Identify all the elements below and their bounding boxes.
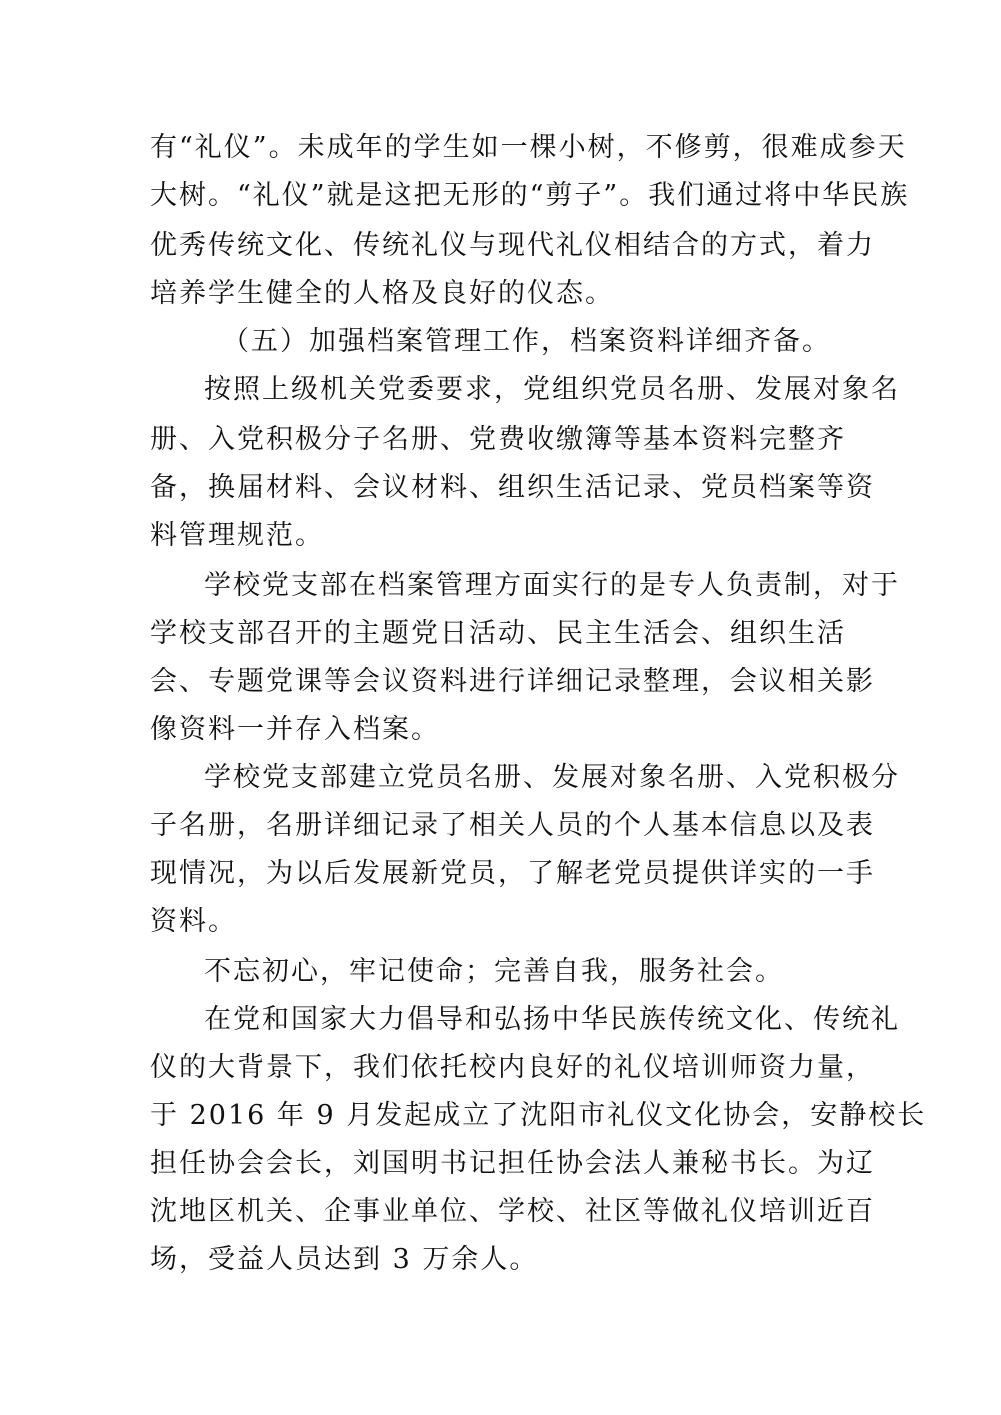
text-line: 按照上级机关党委要求，党组织党员名册、发展对象名 xyxy=(204,374,900,405)
text-line: 学校党支部建立党员名册、发展对象名册、入党积极分 xyxy=(204,762,900,793)
text-line: 仪的大背景下，我们依托校内良好的礼仪培训师资力量， xyxy=(150,1052,875,1083)
text-line: 备，换届材料、会议材料、组织生活记录、党员档案等资 xyxy=(150,472,875,503)
text-line: 会、专题党课等会议资料进行详细记录整理，会议相关影 xyxy=(150,666,875,697)
section-heading: （五）加强档案管理工作，档案资料详细齐备。 xyxy=(222,326,831,357)
text-line: 培养学生健全的人格及良好的仪态。 xyxy=(150,278,614,309)
text-line: 大树。“礼仪”就是这把无形的“剪子”。我们通过将中华民族 xyxy=(150,180,910,211)
text-line: 有“礼仪”。未成年的学生如一棵小树，不修剪，很难成参天 xyxy=(150,132,907,163)
text-line: 沈地区机关、企事业单位、学校、社区等做礼仪培训近百 xyxy=(150,1196,875,1227)
text-line: 学校支部召开的主题党日活动、民主生活会、组织生活 xyxy=(150,618,846,649)
text-line: 现情况，为以后发展新党员，了解老党员提供详实的一手 xyxy=(150,858,875,889)
text-line: 在党和国家大力倡导和弘扬中华民族传统文化、传统礼 xyxy=(204,1004,900,1035)
text-line: 资料。 xyxy=(150,906,237,937)
text-line: 场，受益人员达到 3 万余人。 xyxy=(150,1244,539,1275)
text-line: 料管理规范。 xyxy=(150,520,324,551)
text-line: 于 2016 年 9 月发起成立了沈阳市礼仪文化协会，安静校长 xyxy=(150,1100,927,1131)
text-line: 学校党支部在档案管理方面实行的是专人负责制，对于 xyxy=(204,570,900,601)
text-line: 担任协会会长，刘国明书记担任协会法人兼秘书长。为辽 xyxy=(150,1148,875,1179)
text-line: 优秀传统文化、传统礼仪与现代礼仪相结合的方式，着力 xyxy=(150,230,875,261)
text-line: 册、入党积极分子名册、党费收缴簿等基本资料完整齐 xyxy=(150,424,846,455)
text-line: 像资料一并存入档案。 xyxy=(150,714,440,745)
text-line: 子名册，名册详细记录了相关人员的个人基本信息以及表 xyxy=(150,810,875,841)
text-line: 不忘初心，牢记使命；完善自我，服务社会。 xyxy=(204,956,784,987)
